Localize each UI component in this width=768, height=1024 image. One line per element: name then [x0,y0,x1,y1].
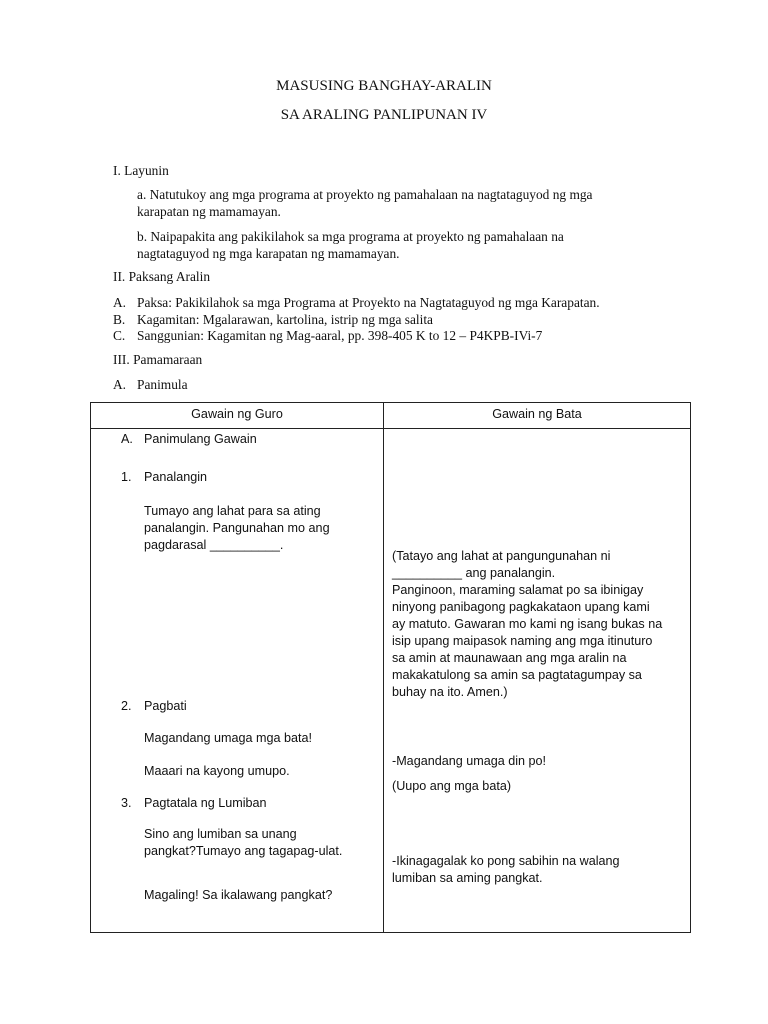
guro-step1-line3: pagdarasal __________. [144,538,284,552]
bata-sit: (Uupo ang mga bata) [392,779,512,793]
guro-step3-line3: Magaling! Sa ikalawang pangkat? [144,888,333,902]
activity-table [90,402,691,933]
guro-step1-title: Panalangin [144,470,208,484]
kagamitan-item: Kagamitan: Mgalarawan, kartolina, istrip ng mga salita [137,312,433,327]
guro-section-heading: Panimulang Gawain [144,432,257,446]
table-header-divider [91,428,690,429]
objective-b-line2: nagtataguyod ng mga karapatan ng mamamayan. [137,246,400,261]
guro-step3-marker: 3. [121,796,132,810]
objective-a-line2: karapatan ng mamamayan. [137,204,281,219]
bata-prayer-line: makakatulong sa amin sa pagtatagumpay sa [392,668,642,682]
document-title: MASUSING BANGHAY-ARALIN [276,78,492,94]
guro-step3-line2: pangkat?Tumayo ang tagapag-ulat. [144,844,343,858]
bata-prayer-line: (Tatayo ang lahat at pangungunahan ni [392,549,611,563]
guro-step2-marker: 2. [121,699,132,713]
guro-step3-title: Pagtatala ng Lumiban [144,796,267,810]
sanggunian-item: Sanggunian: Kagamitan ng Mag-aaral, pp. 398-405 K to 12 – P4KPB-IVi-7 [137,328,543,343]
bata-greeting: -Magandang umaga din po! [392,754,547,768]
guro-section-marker: A. [121,432,133,446]
column-header-bata: Gawain ng Bata [492,407,582,421]
objective-a-line1: a. Natutukoy ang mga programa at proyekto ng pamahalaan na nagtataguyod ng mga [137,187,593,202]
panimula-marker: A. [113,377,127,392]
bata-absent-line1: -Ikinagagalak ko pong sabihin na walang [392,854,620,868]
guro-step1-line2: panalangin. Pangunahan mo ang [144,521,330,535]
bata-prayer-line: isip upang maipasok naming ang mga itinuturo [392,634,653,648]
objective-b-line1: b. Naipapakita ang pakikilahok sa mga programa at proyekto ng pamahalaan na [137,229,564,244]
guro-step2-title: Pagbati [144,699,187,713]
guro-step2-line2: Maaari na kayong umupo. [144,764,290,778]
guro-step3-line1: Sino ang lumiban sa unang [144,827,297,841]
guro-step1-line1: Tumayo ang lahat para sa ating [144,504,321,518]
bata-prayer-line: __________ ang panalangin. [392,566,556,580]
paksa-item: Paksa: Pakikilahok sa mga Programa at Proyekto na Nagtataguyod ng mga Karapatan. [137,295,600,310]
table-column-divider [383,403,384,932]
section-pamamaraan-heading: III. Pamamaraan [113,352,203,367]
section-paksang-aralin-heading: II. Paksang Aralin [113,269,211,284]
bata-prayer-line: ninyong panibagong pagkakataon upang kami [392,600,650,614]
section-layunin-heading: I. Layunin [113,163,169,178]
bata-prayer-line: Panginoon, maraming salamat po sa ibinigay [392,583,644,597]
document-subtitle: SA ARALING PANLIPUNAN IV [280,107,488,123]
guro-step1-marker: 1. [121,470,132,484]
bata-absent-line2: lumiban sa aming pangkat. [392,871,543,885]
sanggunian-item-marker: C. [113,328,126,343]
guro-step2-line1: Magandang umaga mga bata! [144,731,313,745]
column-header-guro: Gawain ng Guro [191,407,283,421]
paksa-item-marker: A. [113,295,127,310]
bata-prayer-line: buhay na ito. Amen.) [392,685,508,699]
bata-prayer-line: ay matuto. Gawaran mo kami ng isang bukas na [392,617,663,631]
kagamitan-item-marker: B. [113,312,126,327]
bata-prayer-line: sa amin at maunawaan ang mga aralin na [392,651,627,665]
panimula-heading: Panimula [137,377,188,392]
